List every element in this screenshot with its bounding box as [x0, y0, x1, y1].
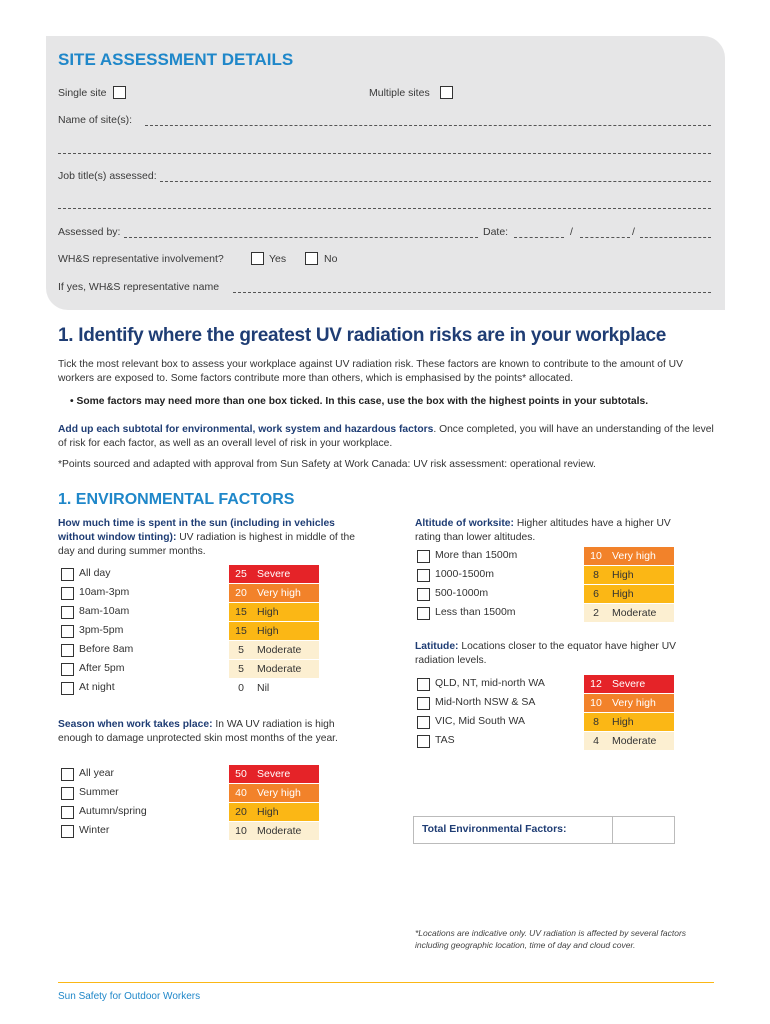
- season-option-label: Autumn/spring: [79, 805, 147, 817]
- time-option-label: All day: [79, 567, 111, 579]
- name-of-sites-field-2[interactable]: [58, 153, 711, 154]
- season-question-rest: In WA UV radiation is high enough to damage unprotected skin most months of the year.: [58, 719, 338, 744]
- time-option-checkbox[interactable]: [61, 587, 74, 600]
- date-day-field[interactable]: [514, 237, 564, 238]
- season-option-points-badge: [229, 822, 319, 840]
- whs-yes-checkbox[interactable]: [251, 252, 264, 265]
- latitude-option-checkbox[interactable]: [417, 735, 430, 748]
- season-option-points-badge: [229, 803, 319, 821]
- whs-yes-label: Yes: [269, 253, 287, 265]
- time-option-points: 5: [229, 641, 253, 659]
- assessed-by-label: Assessed by:: [58, 226, 121, 238]
- latitude-option-points: 12: [584, 675, 608, 693]
- season-option-points-badge: [229, 765, 319, 783]
- season-option-checkbox[interactable]: [61, 825, 74, 838]
- season-question-bold: Season when work takes place:: [58, 719, 213, 730]
- multiple-sites-label: Multiple sites: [369, 87, 430, 99]
- time-option-level: High: [253, 622, 319, 640]
- total-env-box: [413, 816, 675, 844]
- time-option-checkbox[interactable]: [61, 663, 74, 676]
- date-year-field[interactable]: [640, 237, 711, 238]
- latitude-option-checkbox[interactable]: [417, 716, 430, 729]
- altitude-option-checkbox[interactable]: [417, 550, 430, 563]
- time-option-checkbox[interactable]: [61, 682, 74, 695]
- time-question-rest: UV radiation is highest in middle of the day and during summer months.: [58, 532, 355, 557]
- time-option-label: 8am-10am: [79, 605, 130, 617]
- date-separator: /: [570, 226, 573, 238]
- season-option-points: 50: [229, 765, 253, 783]
- time-option-checkbox[interactable]: [61, 625, 74, 638]
- season-question: [58, 718, 348, 746]
- altitude-option-level: High: [608, 566, 674, 584]
- time-option-points-badge: [229, 584, 319, 602]
- section-1-addup: [58, 423, 720, 451]
- time-option-level: Moderate: [253, 660, 319, 678]
- job-titles-field-2[interactable]: [58, 208, 711, 209]
- season-option-checkbox[interactable]: [61, 787, 74, 800]
- latitude-question-bold: Latitude:: [415, 641, 459, 652]
- site-assessment-title: SITE ASSESSMENT DETAILS: [58, 50, 294, 69]
- date-label: Date:: [483, 226, 509, 238]
- latitude-option-points-badge: [584, 694, 674, 712]
- latitude-option-checkbox[interactable]: [417, 678, 430, 691]
- date-month-field[interactable]: [580, 237, 630, 238]
- multiple-sites-checkbox[interactable]: [440, 86, 453, 99]
- env-factors-heading: 1. ENVIRONMENTAL FACTORS: [58, 491, 295, 508]
- altitude-option-points-badge: [584, 585, 674, 603]
- altitude-question: [415, 517, 690, 545]
- altitude-option-points: 6: [584, 585, 608, 603]
- season-option-checkbox[interactable]: [61, 806, 74, 819]
- whs-name-label: If yes, WH&S representative name: [58, 281, 220, 293]
- time-option-points-badge: [229, 565, 319, 583]
- time-option-points-badge: [229, 603, 319, 621]
- season-option-points: 10: [229, 822, 253, 840]
- addup-bold: Add up each subtotal for environmental, work system and hazardous factors: [58, 424, 434, 435]
- single-site-label: Single site: [58, 87, 107, 99]
- time-option-label: After 5pm: [79, 662, 125, 674]
- points-note: *Points sourced and adapted with approval from Sun Safety at Work Canada: UV risk assessment: operational review.: [58, 459, 596, 470]
- job-titles-label: Job title(s) assessed:: [58, 170, 157, 182]
- whs-name-field[interactable]: [233, 292, 711, 293]
- altitude-option-checkbox[interactable]: [417, 607, 430, 620]
- latitude-option-points: 8: [584, 713, 608, 731]
- season-option-points-badge: [229, 784, 319, 802]
- whs-question: WH&S representative involvement?: [58, 253, 224, 265]
- time-option-label: At night: [79, 681, 115, 693]
- footer-text: Sun Safety for Outdoor Workers: [58, 991, 201, 1002]
- job-titles-field[interactable]: [160, 181, 711, 182]
- total-env-value-field[interactable]: [612, 817, 674, 843]
- time-question-bold: How much time is spent in the sun (including in vehicles without window tinting):: [58, 518, 335, 543]
- section-1-heading: 1. Identify where the greatest UV radiation risks are in your workplace: [58, 325, 667, 346]
- altitude-option-label: Less than 1500m: [435, 606, 516, 618]
- altitude-question-rest: Higher altitudes have a higher UV rating than lower altitudes.: [415, 518, 671, 543]
- latitude-option-level: Very high: [608, 694, 674, 712]
- time-option-checkbox[interactable]: [61, 644, 74, 657]
- time-option-checkbox[interactable]: [61, 606, 74, 619]
- altitude-option-points-badge: [584, 604, 674, 622]
- altitude-option-points: 8: [584, 566, 608, 584]
- time-option-level: Severe: [253, 565, 319, 583]
- time-option-points: 5: [229, 660, 253, 678]
- latitude-option-label: QLD, NT, mid-north WA: [435, 677, 545, 689]
- altitude-option-points-badge: [584, 547, 674, 565]
- latitude-option-points-badge: [584, 732, 674, 750]
- time-option-points-badge: [229, 641, 319, 659]
- season-option-label: Winter: [79, 824, 110, 836]
- season-option-level: High: [253, 803, 319, 821]
- season-option-level: Severe: [253, 765, 319, 783]
- latitude-question: [415, 640, 695, 668]
- latitude-option-level: Severe: [608, 675, 674, 693]
- name-of-sites-label: Name of site(s):: [58, 114, 133, 126]
- altitude-option-level: Moderate: [608, 604, 674, 622]
- altitude-option-level: Very high: [608, 547, 674, 565]
- latitude-option-checkbox[interactable]: [417, 697, 430, 710]
- time-option-points-badge: [229, 660, 319, 678]
- name-of-sites-field[interactable]: [145, 125, 711, 126]
- addup-rest: . Once completed, you will have an understanding of the level of risk for each factor, as well as an overall level of risk in your workplace.: [58, 424, 714, 449]
- season-option-points: 20: [229, 803, 253, 821]
- section-1-bullet: • Some factors may need more than one box ticked. In this case, use the box with the highest points in your subtotals.: [70, 396, 649, 407]
- single-site-checkbox[interactable]: [113, 86, 126, 99]
- env-footnote: *Locations are indicative only. UV radiation is affected by several factors including geographic location, time of day and cloud cover.: [415, 928, 687, 950]
- latitude-option-label: VIC, Mid South WA: [435, 715, 526, 727]
- latitude-question-rest: Locations closer to the equator have higher UV radiation levels.: [415, 641, 676, 666]
- altitude-option-points: 10: [584, 547, 608, 565]
- time-option-points: 25: [229, 565, 253, 583]
- altitude-option-checkbox[interactable]: [417, 569, 430, 582]
- time-option-level: Nil: [253, 679, 319, 697]
- latitude-option-label: Mid-North NSW & SA: [435, 696, 536, 708]
- season-option-label: All year: [79, 767, 115, 779]
- time-option-points: 15: [229, 622, 253, 640]
- time-option-label: 3pm-5pm: [79, 624, 124, 636]
- assessed-by-field[interactable]: [124, 237, 478, 238]
- season-option-label: Summer: [79, 786, 119, 798]
- altitude-question-bold: Altitude of worksite:: [415, 518, 514, 529]
- altitude-option-label: 1000-1500m: [435, 568, 494, 580]
- time-question: [58, 517, 356, 559]
- time-option-level: Moderate: [253, 641, 319, 659]
- altitude-option-label: More than 1500m: [435, 549, 518, 561]
- time-option-label: Before 8am: [79, 643, 134, 655]
- latitude-option-points-badge: [584, 675, 674, 693]
- season-option-level: Moderate: [253, 822, 319, 840]
- time-option-points-badge: [229, 622, 319, 640]
- altitude-option-level: High: [608, 585, 674, 603]
- footer-divider: [58, 982, 714, 983]
- altitude-option-points: 2: [584, 604, 608, 622]
- season-option-level: Very high: [253, 784, 319, 802]
- time-option-label: 10am-3pm: [79, 586, 130, 598]
- time-option-checkbox[interactable]: [61, 568, 74, 581]
- season-option-checkbox[interactable]: [61, 768, 74, 781]
- altitude-option-points-badge: [584, 566, 674, 584]
- date-separator-2: /: [632, 226, 635, 238]
- latitude-option-level: High: [608, 713, 674, 731]
- latitude-option-points: 4: [584, 732, 608, 750]
- whs-no-label: No: [324, 253, 338, 265]
- latitude-option-points-badge: [584, 713, 674, 731]
- latitude-option-label: TAS: [435, 734, 455, 746]
- whs-no-checkbox[interactable]: [305, 252, 318, 265]
- latitude-option-points: 10: [584, 694, 608, 712]
- section-1-intro: Tick the most relevant box to assess your workplace against UV radiation risk. These factors are known to contribute to the amount of UV workers are exposed to. Some factors contribute more than others, which is emphasised by the points* allocated.: [58, 359, 683, 384]
- total-env-label: Total Environmental Factors:: [422, 823, 567, 835]
- altitude-option-checkbox[interactable]: [417, 588, 430, 601]
- time-option-points: 15: [229, 603, 253, 621]
- time-option-level: Very high: [253, 584, 319, 602]
- altitude-option-label: 500-1000m: [435, 587, 489, 599]
- latitude-option-level: Moderate: [608, 732, 674, 750]
- time-option-points-badge: [229, 679, 319, 697]
- time-option-points: 0: [229, 679, 253, 697]
- season-option-points: 40: [229, 784, 253, 802]
- time-option-points: 20: [229, 584, 253, 602]
- time-option-level: High: [253, 603, 319, 621]
